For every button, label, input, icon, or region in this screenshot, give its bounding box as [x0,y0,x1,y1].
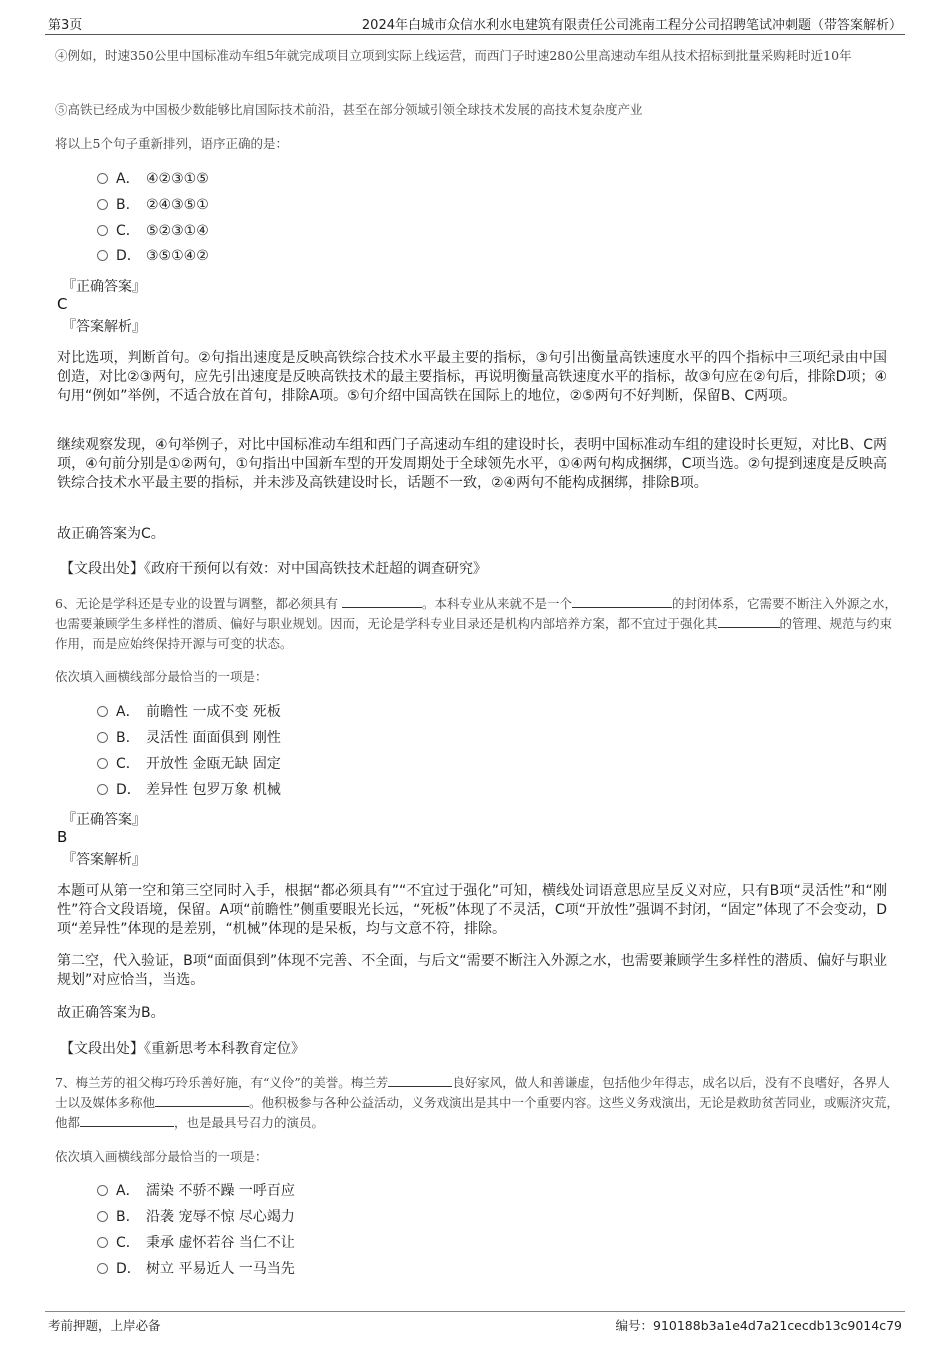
option-a[interactable]: A． 濡染 不骄不躁 一呼百应 [97,1180,295,1202]
page-number: 第3页 [48,18,83,33]
option-c[interactable]: C． 秉承 虚怀若谷 当仁不让 [97,1232,295,1254]
correct-answer-label: 『正确答案』 [62,812,146,828]
option-c[interactable]: C． ⑤②③①④ [97,220,209,242]
source-citation: 【文段出处】《重新思考本科教育定位》 [60,1041,305,1057]
blank-3 [80,1114,174,1127]
option-c[interactable]: C． 开放性 金瓯无缺 固定 [97,753,281,775]
analysis-paragraph: 对比选项，判断首句。②句指出速度是反映高铁综合技术水平最主要的指标，③句引出衡量高铁速度水平的四个指标中三项纪录由中国创造，对比②③两句，应先引出速度是反映高铁技术的最主要指标，再说明衡量高铁速度水平的指标，故③句应在②句后，排除D项；④句用“例如”举例，不适合放在首句，排除A项。⑤句介绍中国高铁在国际上的地位，②⑤两句不好判断，保留B、C两项。 [57,350,887,404]
radio-icon[interactable] [97,250,108,261]
footer-slogan: 考前押题，上岸必备 [48,1318,161,1333]
blank-1 [388,1074,452,1087]
radio-icon[interactable] [97,1263,108,1274]
analysis-paragraph: 第二空，代入验证，B项“面面俱到”体现不完善、不全面，与后文“需要不断注入外源之水，也需要兼顾学生多样性的潜质、偏好与职业规划”对应恰当，当选。 [57,953,887,988]
correct-answer: C [57,295,68,313]
analysis-label: 『答案解析』 [62,319,146,335]
analysis-paragraph: 继续观察发现，④句举例子，对比中国标准动车组和西门子高速动车组的建设时长，表明中国标准动车组的建设时长更短，对比B、C两项，④句前分别是①②两句，①句指出中国新车型的开发周期处于全球领先水平，①④两句构成捆绑，C项当选。②句提到速度是反映高铁综合技术水平最主要的指标，并未涉及高铁建设时长，话题不一致，②④两句不能构成捆绑，排除B项。 [57,437,887,491]
radio-icon[interactable] [97,1185,108,1196]
radio-icon[interactable] [97,1211,108,1222]
blank-2 [572,595,672,608]
source-citation: 【文段出处】《政府干预何以有效：对中国高铁技术赶超的调查研究》 [60,561,487,577]
radio-icon[interactable] [97,706,108,717]
option-b[interactable]: B. 沿袭 宠辱不惊 尽心竭力 [97,1206,295,1228]
radio-icon[interactable] [97,784,108,795]
option-d[interactable]: D． 树立 平易近人 一马当先 [97,1258,295,1280]
sentence-5: ⑤高铁已经成为中国极少数能够比肩国际技术前沿，甚至在部分领域引领全球技术发展的高技术复杂度产业 [55,102,643,117]
option-d[interactable]: D． ③⑤①④② [97,245,209,267]
option-b[interactable]: B. ②④③⑤① [97,194,209,216]
radio-icon[interactable] [97,173,108,184]
radio-icon[interactable] [97,225,108,236]
option-d[interactable]: D． 差异性 包罗万象 机械 [97,779,281,801]
radio-icon[interactable] [97,1237,108,1248]
analysis-label: 『答案解析』 [62,852,146,868]
page-header [45,12,905,35]
question-7-stem: 7、梅兰芳的祖父梅巧玲乐善好施，有“义伶”的美誉。梅兰芳 良好家风，做人和善谦虚，包括他少年得志，成名以后，没有不良嗜好，各界人士以及媒体多称他 。他积极参与各种公益活动，义务戏演出是其中一个重要内容。这些义务戏演出，无论是救助贫苦同业，或赈济灾荒，他都 ，也是最具号召力的演员。 [55,1075,900,1130]
analysis-paragraph: 本题可从第一空和第三空同时入手，根据“都必须具有”“不宜过于强化”可知，横线处词语意思应呈反义对应，只有B项“灵活性”和“刚性”符合文段语境，保留。A项“前瞻性”侧重要眼光长远，“死板”体现了不灵活，C项“开放性”强调不封闭，“固定”体现了不会变动，D项“差异性”体现的是差别，“机械”体现的是呆板，均与文意不符，排除。 [57,883,887,937]
radio-icon[interactable] [97,732,108,743]
question-prompt: 将以上5个句子重新排列，语序正确的是： [55,136,288,151]
document-title: 2024年白城市众信水利水电建筑有限责任公司洮南工程分公司招聘笔试冲刺题（带答案解析） [361,18,902,33]
question-prompt: 依次填入画横线部分最恰当的一项是： [55,669,268,684]
analysis-conclusion: 故正确答案为B。 [57,1005,165,1021]
analysis-conclusion: 故正确答案为C。 [57,526,165,542]
document-id: 编号：910188b3a1e4d7a21cecdb13c9014c79 [615,1318,902,1333]
option-b[interactable]: B. 灵活性 面面俱到 刚性 [97,727,281,749]
sentence-4: ④例如，时速350公里中国标准动车组5年就完成项目立项到实际上线运营，而西门子时速280公里高速动车组从技术招标到批量采购耗时近10年 [55,48,852,63]
radio-icon[interactable] [97,199,108,210]
radio-icon[interactable] [97,758,108,769]
blank-3 [718,615,780,628]
question-6-stem: 6、无论是学科还是专业的设置与调整，都必须具有 。本科专业从来就不是一个 的封闭体系，它需要不断注入外源之水，也需要兼顾学生多样性的潜质、偏好与职业规划。因而，无论是学科专业目录还是机构内部培养方案，都不宜过于强化其 的管理、规范与约束作用，而是应始终保持开源与可变的状态。 [55,596,897,651]
page-footer [45,1311,905,1336]
correct-answer-label: 『正确答案』 [62,279,146,295]
option-a[interactable]: A． ④②③①⑤ [97,168,209,190]
blank-2 [155,1094,249,1107]
correct-answer: B [57,828,68,846]
option-a[interactable]: A． 前瞻性 一成不变 死板 [97,701,281,723]
question-prompt: 依次填入画横线部分最恰当的一项是： [55,1149,268,1164]
blank-1 [342,595,422,608]
